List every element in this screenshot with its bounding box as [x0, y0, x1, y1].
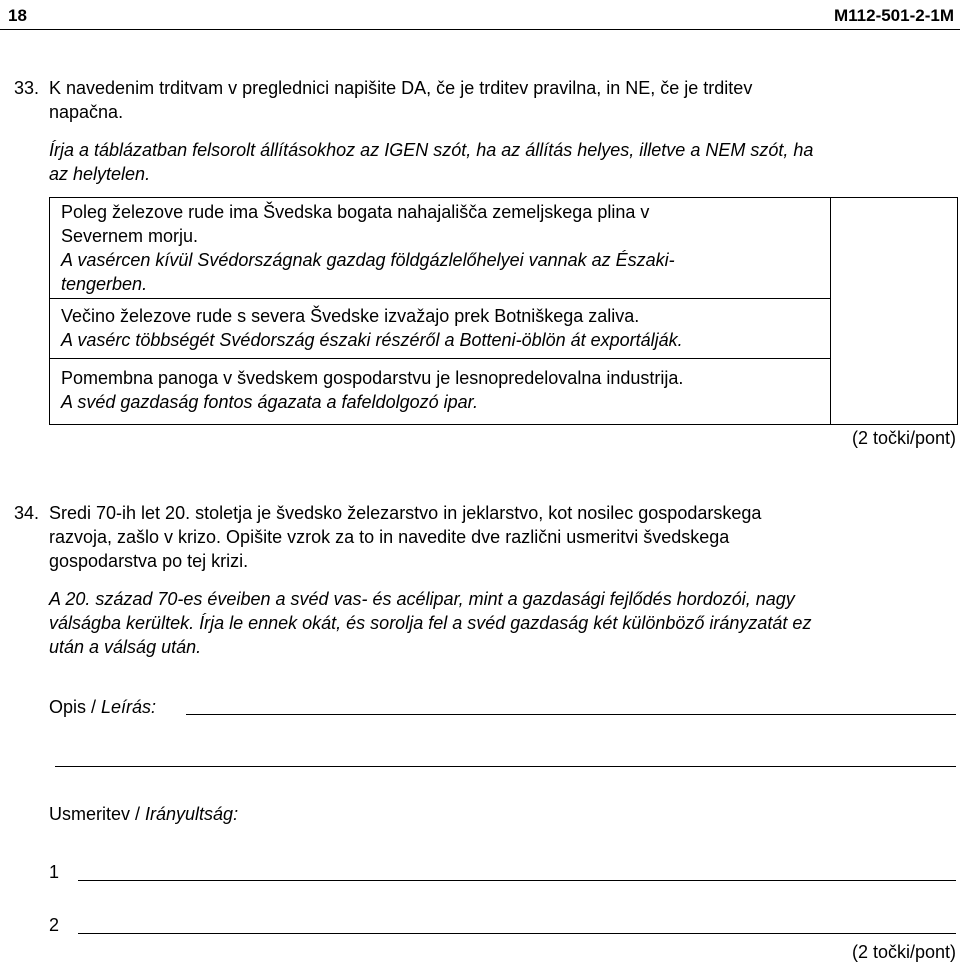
- page-number: 18: [8, 6, 27, 25]
- question-33-instruction-sl-line2: napačna.: [49, 102, 124, 122]
- description-answer-line-1[interactable]: [186, 714, 956, 715]
- statement-1-sl-line1: Poleg železove rude ima Švedska bogata nahajališča zemeljskega plina v: [61, 202, 650, 222]
- exam-code: M112-501-2-1M: [833, 6, 954, 25]
- statement-3-hu: A svéd gazdaság fontos ágazata a fafeldolgozó ipar.: [61, 392, 478, 412]
- description-answer-line-2[interactable]: [55, 766, 956, 767]
- statement-3: [61, 366, 821, 414]
- statement-1: [61, 200, 821, 296]
- table-row: [50, 358, 830, 424]
- table-row: [50, 298, 830, 359]
- direction-label-sl: Usmeritev /: [49, 804, 146, 824]
- page-header: [0, 0, 960, 30]
- question-34-number: 34.: [14, 503, 40, 523]
- header-divider: [0, 29, 960, 30]
- question-34-hu-line1: A 20. század 70-es éveiben a svéd vas- és acélipar, mint a gazdasági fejlődés hordozói, nagy: [49, 589, 795, 609]
- statement-2-hu: A vasérc többségét Svédország északi részéről a Botteni-öblön át exportálják.: [61, 330, 683, 350]
- description-label-hu: Leírás:: [101, 697, 157, 717]
- question-34-sl-line1: Sredi 70-ih let 20. stoletja je švedsko železarstvo in jeklarstvo, kot nosilec gospodarskega: [49, 503, 762, 523]
- question-34-sl-line3: gospodarstva po tej krizi.: [49, 551, 249, 571]
- direction-answer-line-1[interactable]: [78, 880, 956, 881]
- question-34-points: (2 točki/pont): [851, 942, 956, 962]
- question-33-instruction-hu-line1: Írja a táblázatban felsorolt állításokhoz az IGEN szót, ha az állítás helyes, illetve a NEM szót, ha: [49, 140, 814, 160]
- statement-3-sl: Pomembna panoga v švedskem gospodarstvu je lesnopredelovalna industrija.: [61, 368, 684, 388]
- table-row: [50, 198, 830, 299]
- question-34-hu-line2: válságba kerültek. Írja le ennek okát, és sorolja fel a svéd gazdaság két különböző irányzatát ez: [49, 613, 812, 633]
- question-33-points: (2 točki/pont): [851, 428, 956, 448]
- direction-label: [49, 802, 238, 826]
- statements-table: [49, 197, 958, 425]
- direction-label-hu: Irányultság:: [145, 804, 239, 824]
- statement-1-sl-line2: Severnem morju.: [61, 226, 199, 246]
- question-33-instruction-hu-line2: az helytelen.: [49, 164, 151, 184]
- answer-cell[interactable]: [831, 198, 957, 424]
- question-33-number: 33.: [14, 78, 40, 98]
- description-label: [49, 695, 156, 719]
- description-label-sl: Opis /: [49, 697, 102, 717]
- statement-2-sl: Večino železove rude s severa Švedske izvažajo prek Botniškega zaliva.: [61, 306, 640, 326]
- question-34-sl-line2: razvoja, zašlo v krizo. Opišite vzrok za to in navedite dve različni usmeritvi švedskega: [49, 527, 730, 547]
- statement-2: [61, 304, 821, 352]
- direction-answer-line-2[interactable]: [78, 933, 956, 934]
- direction-item-2-number: 2: [49, 915, 60, 935]
- question-33-instruction-sl-line1: K navedenim trditvam v preglednici napišite DA, če je trditev pravilna, in NE, če je trditev: [49, 78, 753, 98]
- direction-item-1-number: 1: [49, 862, 60, 882]
- statement-1-hu-line1: A vasércen kívül Svédországnak gazdag földgázlelőhelyei vannak az Északi-: [61, 250, 675, 270]
- statement-1-hu-line2: tengerben.: [61, 274, 148, 294]
- question-34-hu-line3: után a válság után.: [49, 637, 202, 657]
